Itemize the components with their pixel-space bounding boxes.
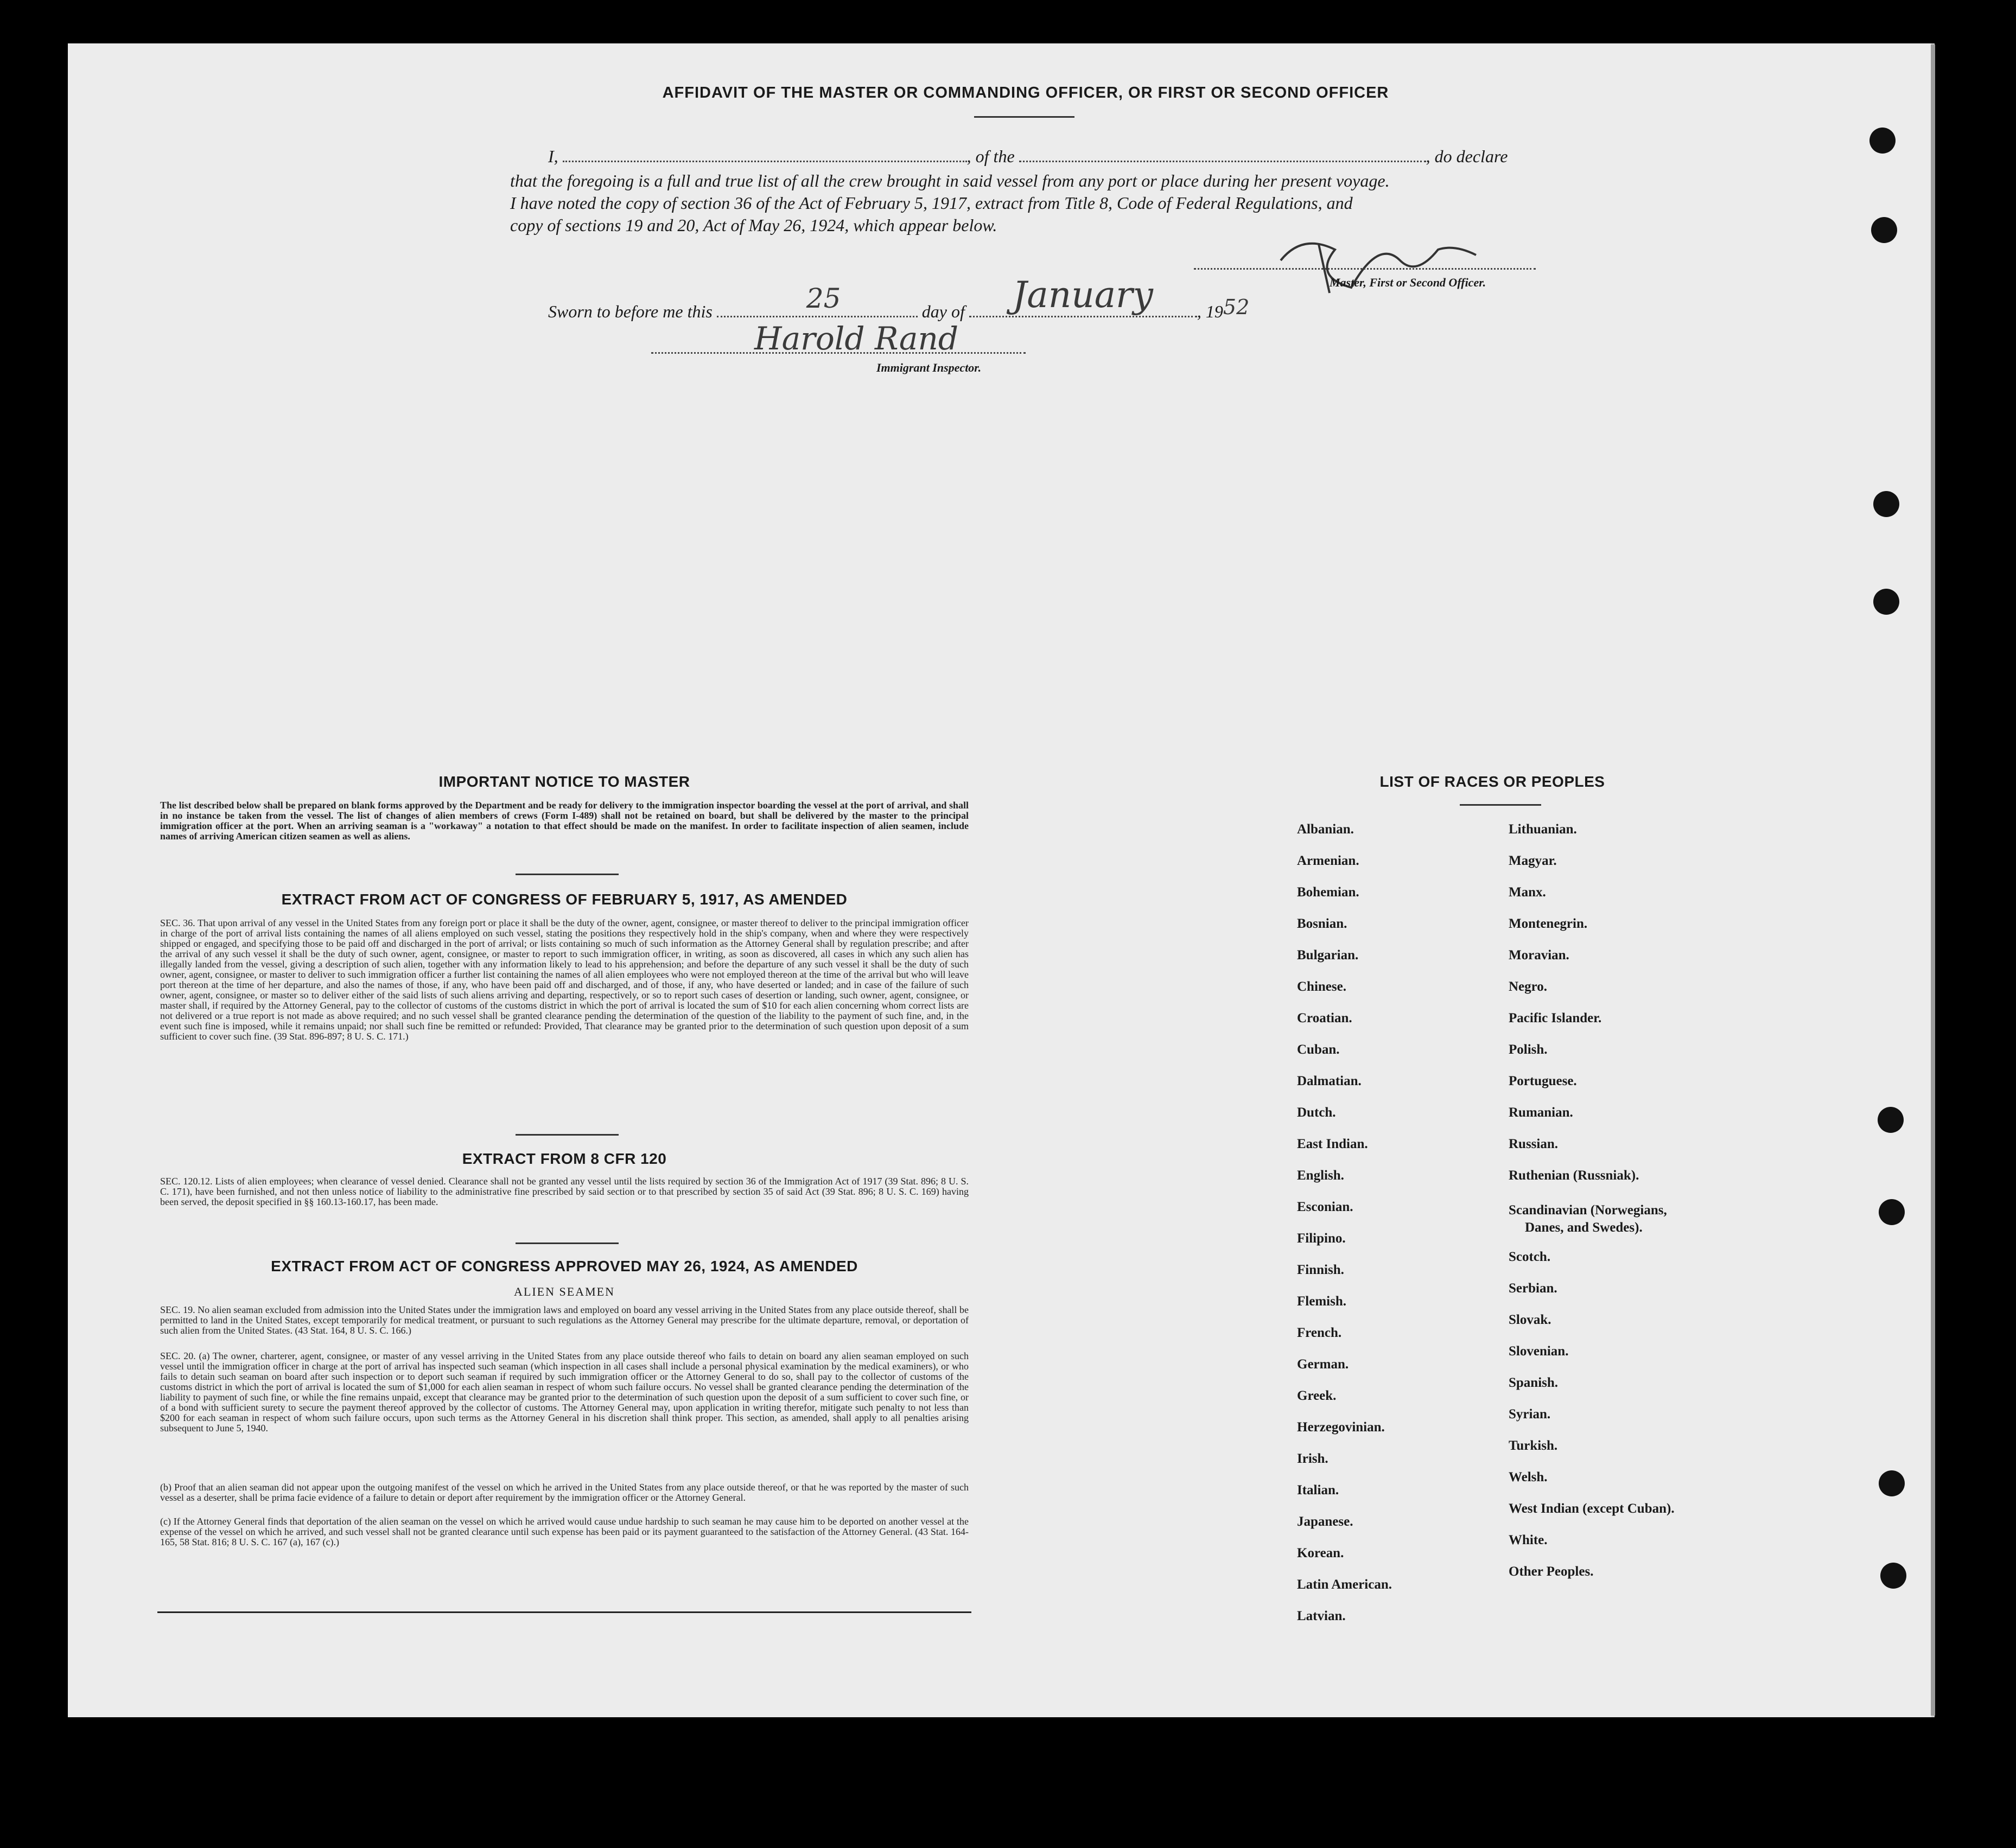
extract-cfr-divider (516, 1242, 619, 1244)
race-item: Portuguese. (1509, 1074, 1577, 1088)
race-item: Bosnian. (1297, 916, 1347, 931)
race-item: West Indian (except Cuban). (1509, 1501, 1675, 1516)
race-item: Scotch. (1509, 1250, 1551, 1264)
sworn-prefix: Sworn to before me this (548, 302, 713, 321)
race-item: Rumanian. (1509, 1105, 1573, 1120)
extract-1924-sec20c: (c) If the Attorney General finds that deportation of the alien seaman on the vessel on which he arrived would cause undue hardship to such seaman he may cause him to be deported on another vessel at the expense of the vessel on which he arrived, and such vessel shall not be granted clearance until such expense has been paid or its payment guaranteed to the satisfaction of the Attorney General. (43 Stat. 164-165, 58 Stat. 816; 8 U. S. C. 167 (a), 167 (c).) (160, 1516, 969, 1547)
race-item: German. (1297, 1357, 1349, 1372)
line1-of-the: , of the (966, 146, 1015, 166)
race-item: Scandinavian (Norwegians, (1509, 1203, 1667, 1218)
race-item: Manx. (1509, 885, 1546, 900)
sworn-month-blank (969, 274, 1197, 317)
affidavit-line4: copy of sections 19 and 20, Act of May 26, 1924, which appear below. (510, 215, 997, 235)
sworn-year-prefix: , 19 (1197, 302, 1223, 321)
extract-1917-heading: EXTRACT FROM ACT OF CONGRESS OF FEBRUARY 5, 1917, AS AMENDED (281, 891, 848, 908)
affidavit-line2: that the foregoing is a full and true list of all the crew brought in said vessel from any port or place during her present voyage. (510, 171, 1390, 190)
race-item: Dutch. (1297, 1105, 1336, 1120)
race-item: Spanish. (1509, 1375, 1559, 1390)
race-item: Italian. (1297, 1483, 1339, 1497)
races-divider (1460, 804, 1541, 806)
extract-1924-heading: EXTRACT FROM ACT OF CONGRESS APPROVED MAY 26, 1924, AS AMENDED (271, 1258, 858, 1275)
notice-heading: IMPORTANT NOTICE TO MASTER (438, 773, 690, 790)
extract-cfr-text: SEC. 120.12. Lists of alien employees; when clearance of vessel denied. Clearance shall not be granted any vessel until the lists required by section 36 of the Immigration Act of 1917 (39 Stat. 896; 8 U. S. C. 171), have been furnished, and not then unless notice of liability to the administrative fine prescribed by said section or to that prescribed by section 35 of said Act (39 Stat. 896; 8 U. S. C. 169) having been served, the deposit specified in §§ 160.13-160.17, has been made. (160, 1176, 969, 1207)
race-item: Albanian. (1297, 822, 1354, 837)
race-item: Esconian. (1297, 1200, 1353, 1214)
race-item: Turkish. (1509, 1438, 1558, 1453)
master-label: Master, First or Second Officer. (1330, 276, 1486, 289)
binder-hole (1879, 1470, 1905, 1496)
race-item: Finnish. (1297, 1263, 1344, 1277)
race-item: Filipino. (1297, 1231, 1346, 1246)
extract-1924-sec20a: SEC. 20. (a) The owner, charterer, agent, consignee, or master of any vessel arriving in the United States from any place outside thereof who fails to detain on board any alien seaman employed on such vessel until the immigration officer in charge at the port of arrival has inspected such seaman (which inspection in all cases shall include a personal physical examination by the medical examiners), or who fails to detain such seaman on board after such inspection or to deport such seaman if required by such immigration officer or the Attorney General to do so, shall pay to the collector of customs of the customs district in which the port of arrival is located the sum of $1,000 for each alien seaman in respect of whom such failure occurs. No vessel shall be granted clearance pending the determination of the liability to payment of such fine, or while the fine remains unpaid, except that clearance may be granted prior to the determination of such question upon the deposit of a sum sufficient to cover such fine, or of a bond with sufficient surety to secure the payment thereof approved by the collector of customs. The Attorney General may, upon application in writing therefor, mitigate such penalty to not less than $200 for each seaman in respect of whom such failure occurs, upon such terms as the Attorney General in his discretion shall think proper. This section, as amended, shall apply to all penalties arising subsequent to June 5, 1940. (160, 1350, 969, 1433)
extract-1917-text: SEC. 36. That upon arrival of any vessel in the United States from any foreign port or place it shall be the duty of the owner, agent, consignee, or master thereof to deliver to the principal immigration officer in charge of the port of arrival lists containing the names of all aliens employed on such vessel, stating the positions they respectively hold in the ship's company, when and where they were respectively shipped or engaged, and specifying those to be paid off and discharged in the port of arrival; or lists containing so much of such information as the Attorney General shall by regulation prescribe; and after the arrival of any such vessel it shall be the duty of such owner, agent, consignee, or master to report to such immigration officer, in writing, as soon as discovered, all cases in which any such alien has illegally landed from the vessel, giving a description of such alien, together with any information likely to lead to his apprehension; and before the departure of any such vessel it shall be the duty of such owner, agent, consignee, or master to deliver to such immigration officer a further list containing the names of all alien employees who were not employed thereon at the time of the arrival but who will leave port thereon at the time of her departure, and also the names of those, if any, who have been paid off and discharged, and of those, if any, who have deserted or landed; and in case of the failure of such owner, agent, consignee, or master so to deliver either of the said lists of such aliens arriving and departing, respectively, or so to report such cases of desertion or landing, such owner, agent, consignee, or master shall, if required by the Attorney General, pay to the collector of customs of the customs district in which the port of arrival is located the sum of $10 for each alien concerning whom correct lists are not delivered or a true report is not made as above required; and no such vessel shall be granted clearance pending the determination of the question of the liability to the payment of such fine, and, in the event such fine is imposed, while it remains unpaid; nor shall such fine be remitted or refunded: Provided, That clearance may be granted prior to the determination of such question upon deposit of a sum sufficient to cover such fine. (39 Stat. 896-897; 8 U. S. C. 171.) (160, 917, 969, 1042)
affidavit-line1 (548, 146, 1508, 167)
extract-1924-sec19: SEC. 19. No alien seaman excluded from admission into the United States under the immigration laws and employed on board any vessel arriving in the United States from any place outside thereof, shall be permitted to land in the United States, except temporarily for medical treatment, or pursuant to such regulations as the Attorney General may prescribe for the ultimate departure, removal, or deportation of such alien from the United States. (43 Stat. 164, 8 U. S. C. 166.) (160, 1304, 969, 1336)
race-item: Flemish. (1297, 1294, 1346, 1309)
extract-1917-divider (516, 1134, 619, 1136)
race-item: French. (1297, 1326, 1342, 1340)
binder-hole (1873, 589, 1899, 615)
race-item: Serbian. (1509, 1281, 1557, 1296)
race-item: White. (1509, 1533, 1548, 1547)
sworn-line (548, 274, 1250, 322)
race-item: Ruthenian (Russniak). (1509, 1168, 1639, 1183)
notice-text: The list described below shall be prepared on blank forms approved by the Department and be ready for delivery to the immigration inspector boarding the vessel at the port of arrival, and shall in no instance be taken from the vessel. The list of changes of alien members of crews (Form I-489) shall not be retained on board, but shall be delivered by the master to the principal immigration officer at the port. When an arriving seaman is a "workaway" a notation to that effect should be made on the manifest. In order to facilitate inspection of alien seamen, include names of arriving American citizen seamen as well as aliens. (160, 800, 969, 842)
race-item: Bohemian. (1297, 885, 1359, 900)
race-item: Latin American. (1297, 1577, 1392, 1592)
affidavit-line3: I have noted the copy of section 36 of the Act of February 5, 1917, extract from Title 8, Code of Federal Regulations, and (510, 193, 1353, 213)
race-item: Magyar. (1509, 853, 1557, 868)
race-item: Russian. (1509, 1137, 1559, 1151)
race-item: Slovak. (1509, 1312, 1551, 1327)
races-heading: LIST OF RACES OR PEOPLES (1379, 773, 1605, 790)
race-item: Greek. (1297, 1388, 1337, 1403)
race-item: Armenian. (1297, 853, 1359, 868)
race-item: Polish. (1509, 1042, 1548, 1057)
inspector-signature-line (651, 342, 1026, 354)
notice-divider (516, 874, 619, 875)
race-item: Chinese. (1297, 979, 1346, 994)
race-item: Cuban. (1297, 1042, 1340, 1057)
race-item: Croatian. (1297, 1011, 1352, 1025)
binder-hole (1873, 491, 1899, 517)
extract-cfr-heading: EXTRACT FROM 8 CFR 120 (462, 1150, 667, 1167)
binder-hole (1878, 1107, 1904, 1133)
inspector-signature: Harold Rand (754, 320, 958, 357)
race-item: Herzegovinian. (1297, 1420, 1385, 1435)
race-item: Lithuanian. (1509, 822, 1577, 837)
inspector-label: Immigrant Inspector. (876, 361, 982, 374)
race-item: Montenegrin. (1509, 916, 1588, 931)
master-signature-line (1194, 258, 1536, 270)
race-item: Negro. (1509, 979, 1548, 994)
binder-hole (1879, 1199, 1905, 1225)
vessel-blank (1019, 150, 1426, 162)
race-item: Korean. (1297, 1546, 1344, 1560)
binder-hole (1871, 217, 1897, 243)
race-item: Moravian. (1509, 948, 1569, 963)
race-item: English. (1297, 1168, 1344, 1183)
sworn-year: 52 (1223, 295, 1250, 319)
sworn-day-of: day of (921, 302, 965, 321)
race-item: Welsh. (1509, 1470, 1548, 1484)
race-item: Pacific Islander. (1509, 1011, 1602, 1025)
alien-seamen-subheading: ALIEN SEAMEN (514, 1285, 615, 1298)
sworn-day-blank (717, 283, 918, 317)
race-item: Syrian. (1509, 1407, 1551, 1422)
sworn-month: January (1012, 274, 1153, 316)
race-item: Latvian. (1297, 1609, 1346, 1623)
title-divider (974, 116, 1074, 118)
sworn-day: 25 (806, 283, 841, 314)
race-item: Slovenian. (1509, 1344, 1569, 1359)
line1-declare: , do declare (1426, 146, 1508, 166)
page-edge (1931, 44, 1935, 1716)
affidavit-title: AFFIDAVIT OF THE MASTER OR COMMANDING OFFICER, OR FIRST OR SECOND OFFICER (662, 84, 1389, 101)
races-column-1 (1297, 822, 1392, 1640)
race-item: Danes, and Swedes). (1525, 1220, 1643, 1235)
race-item: Bulgarian. (1297, 948, 1359, 963)
race-item: Dalmatian. (1297, 1074, 1362, 1088)
extract-1924-sec20b: (b) Proof that an alien seaman did not appear upon the outgoing manifest of the vessel on which he arrived in the United States from any place outside thereof, or that he was reported by the master of such vessel as a deserter, shall be prima facie evidence of a failure to detain or deport after requirement by the immigration officer or the Attorney General. (160, 1482, 969, 1503)
name-blank (563, 150, 967, 162)
race-item: East Indian. (1297, 1137, 1368, 1151)
binder-hole (1869, 128, 1896, 154)
bottom-rule (157, 1611, 971, 1613)
races-column-2 (1509, 822, 1675, 1596)
race-item: Other Peoples. (1509, 1564, 1594, 1579)
race-item: Irish. (1297, 1451, 1328, 1466)
line1-i: I, (548, 146, 558, 166)
binder-hole (1880, 1563, 1906, 1589)
race-item: Japanese. (1297, 1514, 1353, 1529)
